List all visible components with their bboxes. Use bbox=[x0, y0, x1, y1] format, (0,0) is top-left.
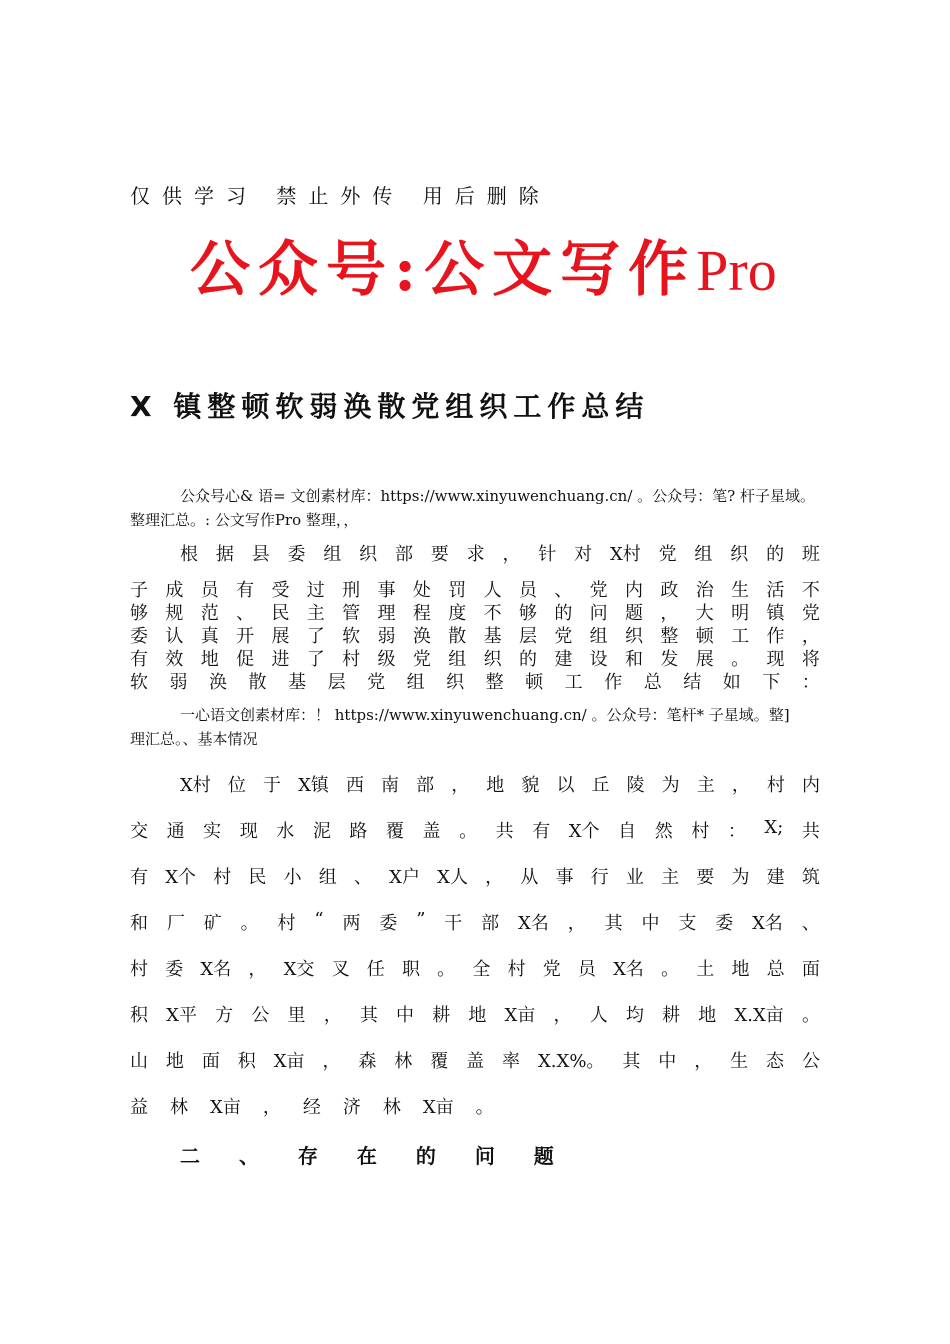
brand-banner bbox=[190, 222, 777, 308]
paragraph-line: 和 厂 矿 。 村 “ 两 委 ” 干 部 X名 ， 其 中 支 委 X名 、 bbox=[130, 909, 820, 934]
paragraph-line: 够 规 范 、 民 主 管 理 程 度 不 够 的 问 题 ， 大 明 镇 党 bbox=[130, 603, 820, 624]
notice-line: 仅供学习 禁止外传 用后删除 bbox=[130, 184, 551, 208]
paragraph-line: 积 X平 方 公 里 ， 其 中 耕 地 X亩 ， 人 均 耕 地 X.X亩 。 bbox=[130, 1005, 820, 1026]
paragraph-line: 软 弱 涣 散 基 层 党 组 织 整 顿 工 作 总 结 如 下 ： bbox=[130, 672, 820, 693]
document-title: X 镇整顿软弱涣散党组织工作总结 bbox=[130, 390, 650, 423]
paragraph-line: 根 据 县 委 组 织 部 要 求 ， 针 对 X村 党 组 织 的 班 bbox=[180, 544, 820, 565]
paragraph-line: 委 认 真 开 展 了 软 弱 涣 散 基 层 党 组 织 整 顿 工 作 ， bbox=[130, 626, 820, 647]
paragraph-line: 山 地 面 积 X亩 ， 森 林 覆 盖 率 X.X%。 其 中 ， 生 态 公 bbox=[130, 1051, 820, 1072]
watermark-line: 理汇总。、基本情况 bbox=[130, 730, 258, 748]
paragraph-line: 有 X个 村 民 小 组 、 X户 X人 ， 从 事 行 业 主 要 为 建 筑 bbox=[130, 867, 820, 888]
paragraph-line: X村 位 于 X镇 西 南 部 ， 地 貌 以 丘 陵 为 主 ， 村 内 bbox=[180, 775, 820, 796]
paragraph-line: 有 效 地 促 进 了 村 级 党 组 织 的 建 设 和 发 展 。 现 将 bbox=[130, 649, 820, 670]
watermark-line: 公众号心& 语= 文创素材库：https://www.xinyuwenchuang.cn/ 。公众号：笔? 杆子星域。 bbox=[180, 487, 815, 505]
paragraph-line: 益 林 X亩 ， 经 济 林 X亩 。 bbox=[130, 1097, 494, 1118]
paragraph-line: 村 委 X名 ， X交 叉 任 职 。 全 村 党 员 X名 。 土 地 总 面 bbox=[130, 959, 820, 980]
watermark-line: 一心语文创素材库：！ https://www.xinyuwenchuang.cn/ 。公众号：笔杆* 子星域。整] bbox=[180, 706, 790, 724]
paragraph-line: 子 成 员 有 受 过 刑 事 处 罚 人 员 、 党 内 政 治 生 活 不 bbox=[130, 580, 820, 601]
brand-text: 公众号:公文写作 bbox=[190, 235, 697, 305]
paragraph-line: 交 通 实 现 水 泥 路 覆 盖 。 共 有 X个 自 然 村 ： X; 共 bbox=[130, 817, 820, 842]
watermark-line: 整理汇总。: 公文写作Pro 整理，， bbox=[130, 511, 359, 529]
brand-suffix: Pro bbox=[696, 238, 777, 303]
section-heading: 二 、 存 在 的 问 题 bbox=[180, 1144, 570, 1168]
